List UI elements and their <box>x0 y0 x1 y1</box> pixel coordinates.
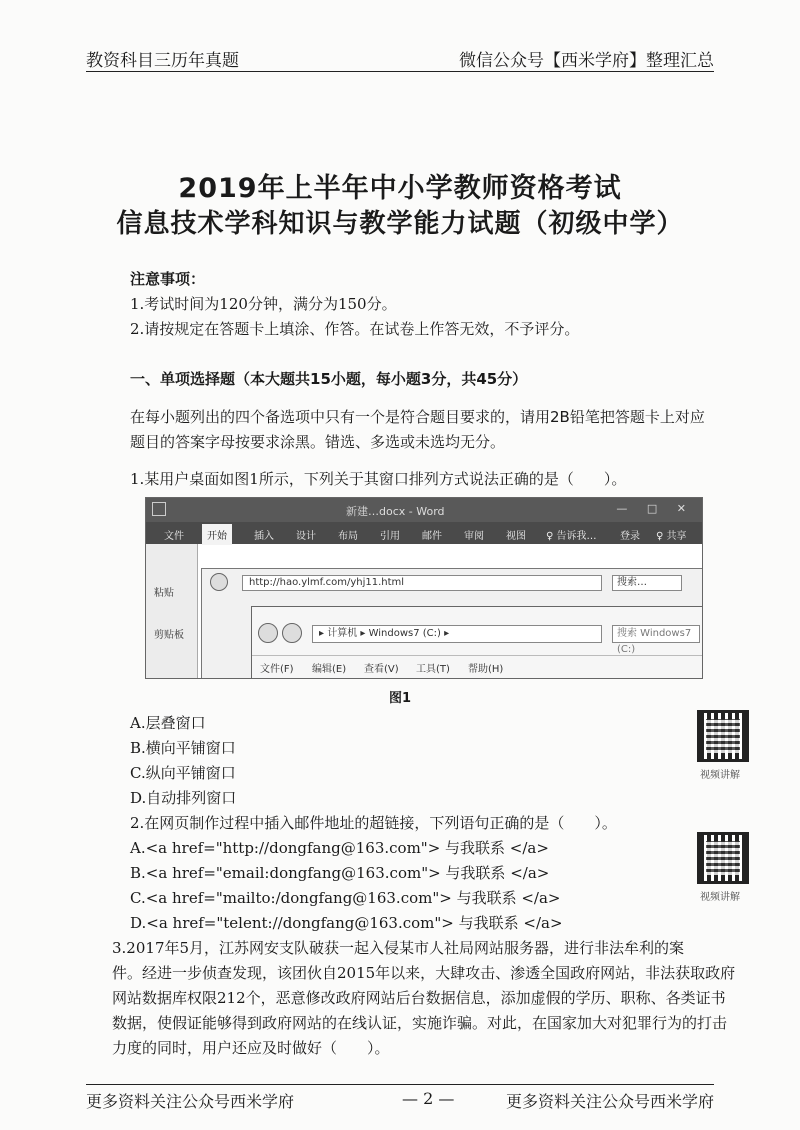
word-titlebar <box>146 498 702 522</box>
qr-caption: 视频讲解 <box>700 892 740 903</box>
page-number: — 2 — <box>402 1089 455 1108</box>
explorer-window <box>251 606 703 679</box>
figure-1-screenshot <box>145 497 703 679</box>
ribbon-tab: 设计 <box>296 531 316 542</box>
ribbon-tab: 视图 <box>506 531 526 542</box>
menu-item: 编辑(E) <box>312 664 347 675</box>
ribbon-tab: 文件 <box>164 531 184 542</box>
footer-left: 更多资料关注公众号西米学府 <box>86 1092 295 1111</box>
menu-item: 文件(F) <box>260 664 294 675</box>
explorer-path: ▸ 计算机 ▸ Windows7 (C:) ▸ <box>312 625 602 643</box>
ribbon-tab: ♀ 共享 <box>656 531 687 542</box>
menu-item: 查看(V) <box>364 664 399 675</box>
qr-caption: 视频讲解 <box>700 770 740 781</box>
menu-item: 帮助(H) <box>468 664 504 675</box>
qr-code-icon <box>697 710 749 762</box>
header-right: 微信公众号【西米学府】整理汇总 <box>459 51 714 71</box>
browser-search: 搜索… <box>612 575 682 591</box>
ribbon-tab: 插入 <box>254 531 274 542</box>
q3-line: 力度的同时，用户还应及时做好（ ）。 <box>112 1039 390 1057</box>
section-instruction: 题目的答案字母按要求涂黑。错选、多选或未选均无分。 <box>130 433 506 451</box>
q1-stem: 1.某用户桌面如图1所示，下列关于其窗口排列方式说法正确的是（ ）。 <box>130 470 627 488</box>
section-heading: 一、单项选择题（本大题共15小题，每小题3分，共45分） <box>130 370 528 388</box>
ribbon-tab: ♀ 告诉我… <box>546 531 597 542</box>
clipboard-label: 剪贴板 <box>154 630 184 641</box>
explorer-menubar <box>252 655 703 675</box>
footer-right: 更多资料关注公众号西米学府 <box>505 1092 714 1111</box>
q2-stem: 2.在网页制作过程中插入邮件地址的超链接，下列语句正确的是（ ）。 <box>130 814 617 832</box>
ribbon-tab-active: 开始 <box>202 524 232 545</box>
title-line-2: 信息技术学科知识与教学能力试题（初级中学） <box>116 209 684 239</box>
notice-item: 1.考试时间为120分钟，满分为150分。 <box>130 295 397 313</box>
ribbon-tab: 引用 <box>380 531 400 542</box>
figure-caption: 图1 <box>388 691 412 706</box>
browser-address: http://hao.ylmf.com/yhj11.html <box>242 575 602 591</box>
word-clipboard-panel <box>146 544 198 679</box>
title-line-1: 2019年上半年中小学教师资格考试 <box>178 173 622 204</box>
q3-line: 3.2017年5月，江苏网安支队破获一起入侵某市人社局网站服务器，进行非法牟利的案 <box>112 939 685 957</box>
ribbon-tab: 审阅 <box>464 531 484 542</box>
forward-icon <box>282 623 302 643</box>
ribbon-tab: 布局 <box>338 531 358 542</box>
notice-item: 2.请按规定在答题卡上填涂、作答。在试卷上作答无效，不予评分。 <box>130 320 580 338</box>
ribbon-tab: 邮件 <box>422 531 442 542</box>
save-icon <box>152 502 166 516</box>
explorer-search: 搜索 Windows7 (C:) <box>612 625 700 643</box>
paste-label: 粘贴 <box>154 588 174 599</box>
window-controls-icon: — □ ✕ <box>616 502 694 515</box>
q1-option: C.纵向平铺窗口 <box>130 764 236 782</box>
q1-option: D.自动排列窗口 <box>130 789 237 807</box>
header-left: 教资科目三历年真题 <box>86 51 239 71</box>
section-instruction: 在每小题列出的四个备选项中只有一个是符合题目要求的，请用2B铅笔把答题卡上对应 <box>130 408 705 426</box>
q2-option: B.<a href="email:dongfang@163.com"> 与我联系 </a> <box>130 864 550 882</box>
q1-option: A.层叠窗口 <box>130 714 206 732</box>
qr-code-icon <box>697 832 749 884</box>
menu-item: 工具(T) <box>416 664 450 675</box>
q3-line: 件。经进一步侦查发现，该团伙自2015年以来，大肆攻击、渗透全国政府网站，非法获取政府 <box>112 964 736 982</box>
back-icon <box>258 623 278 643</box>
q2-option: C.<a href="mailto:/dongfang@163.com"> 与我联系 </a> <box>130 889 561 907</box>
q2-option: D.<a href="telent://dongfang@163.com"> 与我联系 </a> <box>130 914 563 932</box>
page-footer <box>86 1084 714 1112</box>
page-header <box>86 44 714 72</box>
q2-option: A.<a href="http://dongfang@163.com"> 与我联系 </a> <box>130 839 549 857</box>
q3-line: 网站数据库权限212个，恶意修改政府网站后台数据信息，添加虚假的学历、职称、各类证书 <box>112 989 726 1007</box>
back-icon <box>210 573 228 591</box>
notice-heading: 注意事项： <box>130 270 206 288</box>
ribbon-tab: 登录 <box>620 531 640 542</box>
q1-option: B.横向平铺窗口 <box>130 739 236 757</box>
word-title: 新建…docx - Word <box>346 505 445 518</box>
word-ribbon <box>146 522 702 544</box>
q3-line: 数据，使假证能够得到政府网站的在线认证，实施诈骗。对此，在国家加大对犯罪行为的打击 <box>112 1014 728 1032</box>
